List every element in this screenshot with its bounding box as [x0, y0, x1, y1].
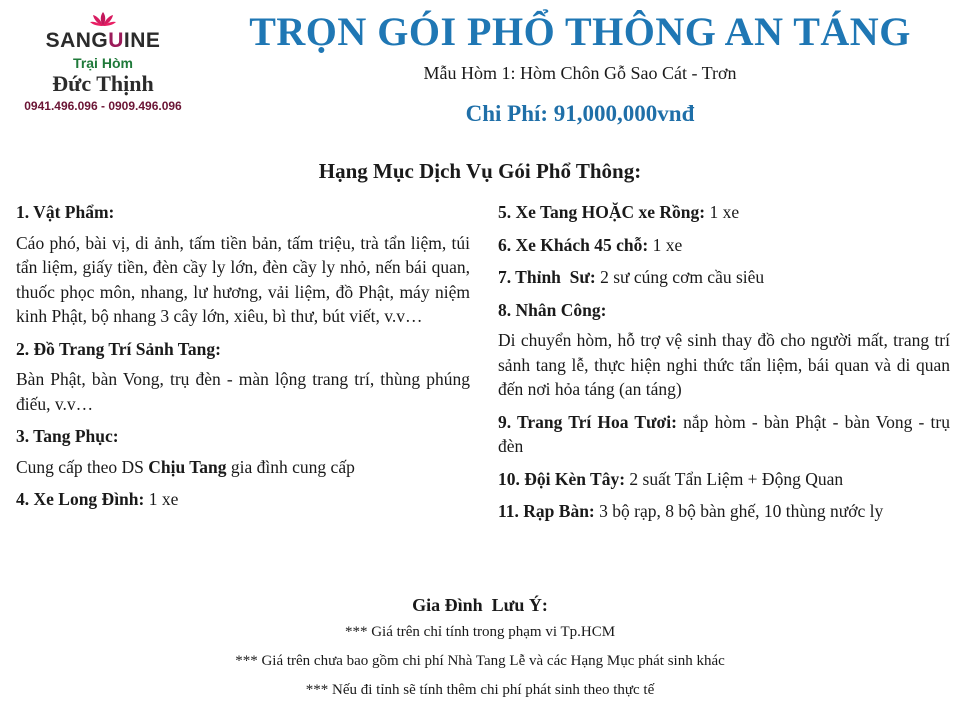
service-heading: 10. Đội Kèn Tây: [498, 468, 626, 489]
coffin-model: Mẫu Hòm 1: Hòm Chôn Gỗ Sao Cát - Trơn [423, 63, 737, 83]
service-heading: 9. Trang Trí Hoa Tươi: [498, 411, 677, 432]
phone-numbers: 0941.496.096 - 0909.496.096 [24, 99, 182, 113]
note-line: *** Nếu đi tỉnh sẽ tính thêm chi phí phát sinh theo thực tế [305, 682, 655, 698]
service-item [16, 200, 470, 329]
service-detail: 2 suất Tẩn Liệm + Động Quan [625, 468, 844, 489]
service-item [16, 337, 470, 417]
service-heading: 2. Đồ Trang Trí Sảnh Tang: [16, 338, 221, 359]
service-item [498, 298, 950, 402]
note-line: *** Giá trên chưa bao gồm chi phí Nhà Tang Lễ và các Hạng Mục phát sinh khác [235, 653, 725, 669]
service-heading: 6. Xe Khách 45 chỗ: [498, 234, 649, 255]
service-heading: 5. Xe Tang HOẶC xe Rồng: [498, 202, 706, 222]
service-heading: 3. Tang Phục: [16, 426, 119, 446]
service-heading: 4. Xe Long Đình: [16, 489, 145, 509]
logo [8, 10, 198, 114]
service-description: Di chuyển hòm, hỗ trợ vệ sinh thay đồ cho người mất, trang trí sảnh tang lễ, thực hiện nghi thức tẩn liệm, bái quan và di quan đến nơi hỏa táng (an táng) [498, 330, 950, 399]
service-heading: 8. Nhân Công: [498, 299, 607, 320]
service-item [498, 200, 950, 225]
lotus-icon [89, 10, 117, 28]
service-detail: 1 xe [705, 202, 740, 222]
service-description: Cung cấp theo DS Chịu Tang gia đình cung cấp [16, 456, 355, 477]
brand-tagline: Trại Hòm [73, 55, 133, 71]
price: Chi Phí: 91,000,000vnđ [465, 101, 695, 126]
service-description: Cáo phó, bài vị, di ảnh, tấm tiền bản, tấm triệu, trà tẩn liệm, túi tẩn liệm, giấy tiền, đèn cầy ly lớn, đèn cầy ly nhỏ, nến bái quan, thuốc phọc môn, nhang, lư hương, vải liệm, đồ Phật, máy niệm kinh Phật, bộ nhang 3 cây lớn, xiêu, bì thư, bút viết, v.v… [16, 232, 470, 326]
service-item [498, 499, 950, 524]
notes [0, 594, 960, 709]
service-item [16, 487, 470, 512]
shop-name: Đức Thịnh [52, 71, 154, 96]
service-item [16, 424, 470, 479]
service-item [498, 410, 950, 459]
section-title: Hạng Mục Dịch Vụ Gói Phổ Thông: [318, 159, 642, 183]
service-list-right [498, 200, 950, 532]
service-detail: 2 sư cúng cơm cầu siêu [595, 267, 765, 287]
note-line: *** Giá trên chỉ tính trong phạm vi Tp.HCM [344, 624, 616, 640]
service-detail: 1 xe [648, 234, 683, 255]
page-title: TRỌN GÓI PHỔ THÔNG AN TÁNG [249, 9, 911, 54]
service-item [498, 265, 950, 290]
brand-name: SANGUINE [45, 29, 161, 52]
service-heading: 1. Vật Phẩm: [16, 202, 115, 222]
service-item [498, 467, 950, 492]
service-list-left [16, 200, 470, 520]
service-detail: nắp hòm - bàn Phật - bàn Vong - trụ đèn [498, 411, 950, 456]
service-heading: 11. Rạp Bàn: [498, 501, 595, 521]
service-detail: 3 bộ rạp, 8 bộ bàn ghế, 10 thùng nước ly [594, 501, 884, 521]
notes-title: Gia Đình Lưu Ý: [412, 595, 548, 615]
service-heading: 7. Thỉnh Sư: [498, 267, 596, 287]
service-detail: 1 xe [144, 489, 179, 509]
service-item [498, 233, 950, 258]
service-description: Bàn Phật, bàn Vong, trụ đèn - màn lộng trang trí, thùng phúng điếu, v.v… [16, 369, 470, 414]
